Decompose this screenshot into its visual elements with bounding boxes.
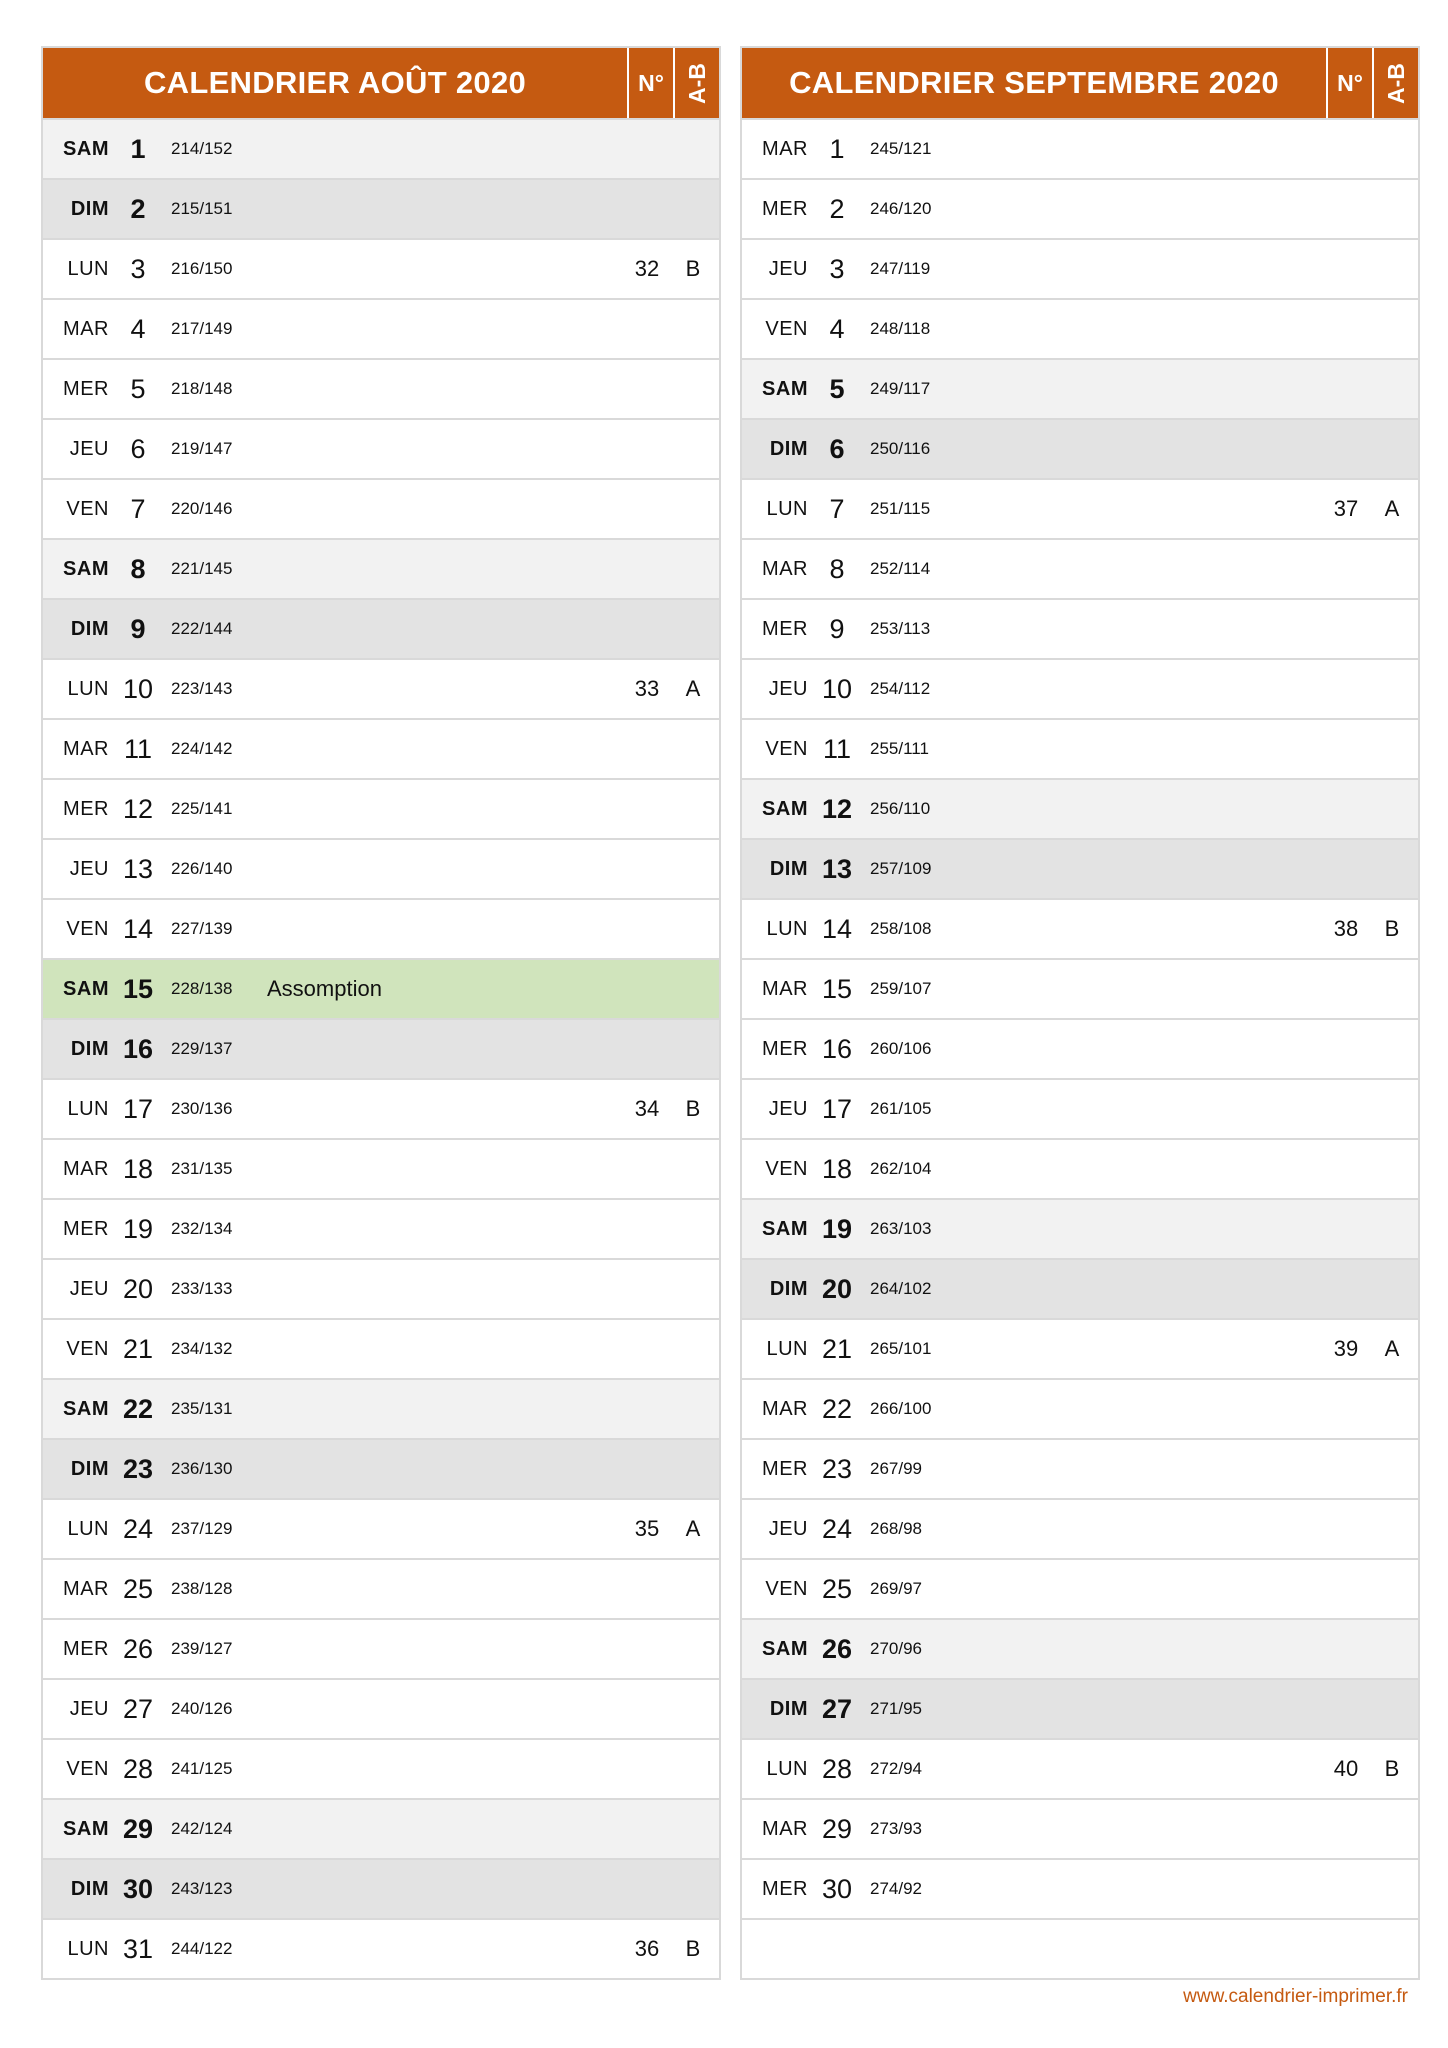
day-row xyxy=(43,1738,719,1798)
empty-row xyxy=(742,1918,1418,1978)
day-number: 11 xyxy=(123,733,153,764)
day-of-week: DIM xyxy=(70,617,109,640)
day-of-week: MAR xyxy=(762,1817,808,1840)
day-of-year: 246/120 xyxy=(870,199,932,218)
ab-header xyxy=(673,48,719,118)
day-number: 14 xyxy=(821,913,853,944)
day-row xyxy=(43,1618,719,1678)
week-number: 37 xyxy=(1333,496,1359,521)
day-of-week: MER xyxy=(762,1877,808,1900)
day-number: 17 xyxy=(122,1093,154,1124)
day-of-year: 244/122 xyxy=(171,1939,233,1958)
day-number: 18 xyxy=(122,1153,154,1184)
day-number: 26 xyxy=(122,1633,154,1664)
day-row xyxy=(43,178,719,238)
day-row xyxy=(43,238,719,298)
day-of-year: 247/119 xyxy=(870,259,931,278)
day-row xyxy=(43,478,719,538)
day-of-week: SAM xyxy=(63,1817,109,1840)
day-of-year: 216/150 xyxy=(171,259,233,278)
week-number: 40 xyxy=(1333,1756,1359,1781)
day-row xyxy=(742,898,1418,958)
day-row xyxy=(742,1258,1418,1318)
day-number: 1 xyxy=(130,133,146,164)
day-row xyxy=(43,1198,719,1258)
day-of-week: DIM xyxy=(769,1277,808,1300)
day-of-year: 261/105 xyxy=(870,1099,932,1118)
day-of-year: 243/123 xyxy=(171,1879,233,1898)
day-of-year: 229/137 xyxy=(171,1039,233,1058)
day-of-week: MER xyxy=(63,797,109,820)
week-number: 34 xyxy=(634,1096,660,1121)
day-number: 15 xyxy=(821,973,853,1004)
day-of-year: 237/129 xyxy=(171,1519,233,1538)
day-row xyxy=(742,1198,1418,1258)
day-row xyxy=(43,778,719,838)
day-row xyxy=(43,358,719,418)
day-of-week: SAM xyxy=(63,557,109,580)
day-of-week: JEU xyxy=(768,257,808,280)
day-number: 18 xyxy=(821,1153,853,1184)
day-of-week: MER xyxy=(762,617,808,640)
day-of-week: MER xyxy=(762,1037,808,1060)
day-number: 3 xyxy=(829,253,845,284)
day-number: 20 xyxy=(122,1273,154,1304)
day-of-year: 255/111 xyxy=(870,739,929,758)
day-of-week: DIM xyxy=(769,437,808,460)
day-number: 7 xyxy=(829,493,845,524)
day-row xyxy=(742,778,1418,838)
day-of-year: 223/143 xyxy=(171,679,233,698)
day-row xyxy=(742,1078,1418,1138)
day-of-week: VEN xyxy=(765,317,808,340)
day-row xyxy=(742,418,1418,478)
day-number: 3 xyxy=(130,253,146,284)
week-number-header: N° xyxy=(627,48,673,118)
day-row xyxy=(742,1738,1418,1798)
day-of-year: 222/144 xyxy=(171,619,233,638)
day-number: 22 xyxy=(122,1393,154,1424)
day-rows xyxy=(43,118,719,1978)
day-of-year: 219/147 xyxy=(171,439,233,458)
day-number: 11 xyxy=(822,733,852,764)
ab-week: B xyxy=(685,1936,701,1961)
day-of-week: SAM xyxy=(762,1637,808,1660)
day-of-year: 225/141 xyxy=(171,799,233,818)
calendar-august xyxy=(41,46,721,1980)
day-row xyxy=(742,1438,1418,1498)
ab-week: B xyxy=(685,256,701,281)
day-of-week: VEN xyxy=(765,1577,808,1600)
day-of-year: 241/125 xyxy=(171,1759,233,1778)
day-of-week: LUN xyxy=(766,497,808,520)
day-of-year: 264/102 xyxy=(870,1279,932,1298)
day-number: 6 xyxy=(130,433,146,464)
day-number: 28 xyxy=(122,1753,154,1784)
day-of-week: SAM xyxy=(762,1217,808,1240)
day-number: 12 xyxy=(122,793,154,824)
day-number: 15 xyxy=(122,973,154,1004)
day-of-year: 240/126 xyxy=(171,1699,233,1718)
day-number: 24 xyxy=(122,1513,154,1544)
day-of-year: 265/101 xyxy=(870,1339,932,1358)
day-row xyxy=(43,958,719,1018)
day-row xyxy=(742,1558,1418,1618)
day-row xyxy=(742,1678,1418,1738)
day-row xyxy=(742,1378,1418,1438)
day-of-week: LUN xyxy=(766,1337,808,1360)
calendar-header xyxy=(742,48,1418,118)
day-row xyxy=(742,478,1418,538)
day-row xyxy=(43,1378,719,1438)
day-of-year: 234/132 xyxy=(171,1339,233,1358)
day-number: 27 xyxy=(821,1693,853,1724)
day-of-year: 269/97 xyxy=(870,1579,922,1598)
day-row xyxy=(742,958,1418,1018)
day-row xyxy=(43,598,719,658)
day-of-year: 235/131 xyxy=(171,1399,233,1418)
day-of-week: DIM xyxy=(769,857,808,880)
day-of-year: 253/113 xyxy=(870,619,931,638)
day-of-week: VEN xyxy=(66,497,109,520)
day-rows xyxy=(742,118,1418,1978)
day-number: 10 xyxy=(821,673,853,704)
day-of-year: 270/96 xyxy=(870,1639,922,1658)
day-of-year: 224/142 xyxy=(171,739,233,758)
day-of-year: 274/92 xyxy=(870,1879,922,1898)
day-of-week: MAR xyxy=(762,557,808,580)
day-row xyxy=(742,598,1418,658)
week-number: 32 xyxy=(634,256,660,281)
day-of-year: 232/134 xyxy=(171,1219,233,1238)
day-of-year: 245/121 xyxy=(870,139,932,158)
day-row xyxy=(742,658,1418,718)
day-of-week: LUN xyxy=(766,917,808,940)
day-row xyxy=(43,1138,719,1198)
day-of-week: JEU xyxy=(768,1097,808,1120)
day-number: 6 xyxy=(829,433,845,464)
day-row xyxy=(742,1798,1418,1858)
day-number: 1 xyxy=(829,133,845,164)
day-row xyxy=(43,298,719,358)
day-of-week: MER xyxy=(63,377,109,400)
day-of-year: 220/146 xyxy=(171,499,233,518)
day-of-week: MAR xyxy=(762,1397,808,1420)
day-row xyxy=(742,1858,1418,1918)
day-row xyxy=(742,1498,1418,1558)
day-row xyxy=(43,1258,719,1318)
week-number: 38 xyxy=(1333,916,1359,941)
day-of-year: 214/152 xyxy=(171,139,233,158)
day-of-year: 273/93 xyxy=(870,1819,922,1838)
day-number: 24 xyxy=(821,1513,853,1544)
day-of-year: 218/148 xyxy=(171,379,233,398)
day-of-week: MAR xyxy=(762,977,808,1000)
day-of-year: 217/149 xyxy=(171,319,233,338)
day-row xyxy=(742,178,1418,238)
day-of-year: 254/112 xyxy=(870,679,931,698)
day-row xyxy=(742,298,1418,358)
day-of-week: JEU xyxy=(69,857,109,880)
day-of-year: 257/109 xyxy=(870,859,932,878)
day-number: 21 xyxy=(821,1333,853,1364)
day-row xyxy=(43,418,719,478)
day-row xyxy=(43,1438,719,1498)
day-of-week: JEU xyxy=(69,1697,109,1720)
ab-week: A xyxy=(1384,496,1400,521)
day-of-year: 227/139 xyxy=(171,919,233,938)
day-row xyxy=(742,838,1418,898)
day-of-year: 268/98 xyxy=(870,1519,922,1538)
day-of-week: JEU xyxy=(768,677,808,700)
day-row xyxy=(43,1678,719,1738)
day-of-week: JEU xyxy=(768,1517,808,1540)
day-of-year: 266/100 xyxy=(870,1399,932,1418)
day-row xyxy=(742,718,1418,778)
day-of-year: 262/104 xyxy=(870,1159,932,1178)
day-of-year: 256/110 xyxy=(870,799,931,818)
day-number: 23 xyxy=(122,1453,154,1484)
day-of-week: DIM xyxy=(70,1457,109,1480)
day-of-year: 242/124 xyxy=(171,1819,233,1838)
day-of-year: 230/136 xyxy=(171,1099,233,1118)
day-of-week: DIM xyxy=(70,1877,109,1900)
week-number: 36 xyxy=(634,1936,660,1961)
day-of-week: LUN xyxy=(67,1097,109,1120)
day-of-year: 239/127 xyxy=(171,1639,233,1658)
day-number: 4 xyxy=(130,313,146,344)
ab-header-label: A-B xyxy=(1382,62,1409,104)
day-of-year: 250/116 xyxy=(870,439,931,458)
ab-week: A xyxy=(685,1516,701,1541)
day-number: 30 xyxy=(821,1873,853,1904)
day-of-week: SAM xyxy=(63,137,109,160)
day-of-year: 263/103 xyxy=(870,1219,932,1238)
day-of-year: 259/107 xyxy=(870,979,932,998)
day-row xyxy=(43,1078,719,1138)
day-number: 13 xyxy=(122,853,154,884)
day-number: 4 xyxy=(829,313,845,344)
day-row xyxy=(43,1798,719,1858)
day-of-week: DIM xyxy=(769,1697,808,1720)
day-row xyxy=(742,358,1418,418)
calendar-september xyxy=(740,46,1420,1980)
day-number: 8 xyxy=(130,553,146,584)
day-number: 16 xyxy=(821,1033,853,1064)
day-of-week: SAM xyxy=(63,977,109,1000)
ab-week: B xyxy=(1384,1756,1400,1781)
day-of-week: MAR xyxy=(63,317,109,340)
day-of-week: JEU xyxy=(69,1277,109,1300)
day-of-week: VEN xyxy=(66,917,109,940)
day-of-week: MER xyxy=(63,1217,109,1240)
day-number: 23 xyxy=(821,1453,853,1484)
day-of-year: 228/138 xyxy=(171,979,233,998)
calendar-title: CALENDRIER AOÛT 2020 xyxy=(143,65,527,100)
day-number: 9 xyxy=(829,613,845,644)
day-row xyxy=(742,118,1418,178)
day-row xyxy=(43,718,719,778)
day-of-year: 233/133 xyxy=(171,1279,233,1298)
day-row xyxy=(742,1318,1418,1378)
ab-header xyxy=(1372,48,1418,118)
day-row xyxy=(43,1498,719,1558)
day-of-year: 226/140 xyxy=(171,859,233,878)
day-number: 13 xyxy=(821,853,853,884)
day-row xyxy=(742,1018,1418,1078)
day-of-week: SAM xyxy=(63,1397,109,1420)
day-number: 30 xyxy=(122,1873,154,1904)
day-of-year: 215/151 xyxy=(171,199,233,218)
week-number: 39 xyxy=(1333,1336,1359,1361)
day-number: 8 xyxy=(829,553,845,584)
footer-url: www.calendrier-imprimer.fr xyxy=(1183,1986,1408,2007)
day-of-year: 231/135 xyxy=(171,1159,233,1178)
day-number: 27 xyxy=(122,1693,154,1724)
day-number: 29 xyxy=(122,1813,154,1844)
day-of-year: 236/130 xyxy=(171,1459,233,1478)
calendar-title: CALENDRIER SEPTEMBRE 2020 xyxy=(789,65,1279,100)
day-of-week: LUN xyxy=(67,677,109,700)
day-of-year: 267/99 xyxy=(870,1459,922,1478)
day-note: Assomption xyxy=(267,976,382,1001)
day-number: 20 xyxy=(821,1273,853,1304)
day-number: 31 xyxy=(122,1933,154,1964)
day-of-week: LUN xyxy=(67,1937,109,1960)
day-number: 2 xyxy=(130,193,146,224)
day-of-year: 249/117 xyxy=(870,379,931,398)
day-number: 9 xyxy=(130,613,146,644)
day-number: 28 xyxy=(821,1753,853,1784)
ab-week: A xyxy=(685,676,701,701)
ab-week: B xyxy=(1384,916,1400,941)
day-row xyxy=(742,238,1418,298)
day-row xyxy=(43,1018,719,1078)
day-of-week: LUN xyxy=(67,257,109,280)
day-of-week: MER xyxy=(762,197,808,220)
day-of-week: DIM xyxy=(70,197,109,220)
ab-week: A xyxy=(1384,1336,1400,1361)
day-of-week: MAR xyxy=(63,737,109,760)
day-of-week: MER xyxy=(63,1637,109,1660)
day-number: 19 xyxy=(122,1213,154,1244)
day-number: 29 xyxy=(821,1813,853,1844)
day-of-week: MER xyxy=(762,1457,808,1480)
day-of-week: MAR xyxy=(63,1577,109,1600)
day-row xyxy=(43,838,719,898)
day-row xyxy=(742,538,1418,598)
day-number: 14 xyxy=(122,913,154,944)
day-of-week: SAM xyxy=(762,377,808,400)
day-number: 5 xyxy=(130,373,146,404)
calendar-header xyxy=(43,48,719,118)
day-of-week: MAR xyxy=(63,1157,109,1180)
day-number: 19 xyxy=(821,1213,853,1244)
day-number: 25 xyxy=(821,1573,853,1604)
day-row xyxy=(43,538,719,598)
day-row xyxy=(43,1318,719,1378)
day-number: 25 xyxy=(122,1573,154,1604)
week-number: 33 xyxy=(634,676,660,701)
day-row xyxy=(742,1138,1418,1198)
day-of-week: MAR xyxy=(762,137,808,160)
day-row xyxy=(43,1858,719,1918)
day-number: 17 xyxy=(821,1093,853,1124)
day-of-week: VEN xyxy=(66,1757,109,1780)
day-of-year: 238/128 xyxy=(171,1579,233,1598)
day-number: 21 xyxy=(122,1333,154,1364)
day-number: 12 xyxy=(821,793,853,824)
day-of-week: JEU xyxy=(69,437,109,460)
day-number: 2 xyxy=(829,193,845,224)
day-of-week: LUN xyxy=(67,1517,109,1540)
day-of-year: 248/118 xyxy=(870,319,931,338)
day-of-year: 272/94 xyxy=(870,1759,922,1778)
day-row xyxy=(43,1918,719,1978)
day-row xyxy=(43,898,719,958)
day-row xyxy=(742,1618,1418,1678)
day-of-year: 258/108 xyxy=(870,919,932,938)
day-row xyxy=(43,118,719,178)
day-of-year: 221/145 xyxy=(171,559,233,578)
day-of-year: 260/106 xyxy=(870,1039,932,1058)
day-row xyxy=(43,1558,719,1618)
week-number-header: N° xyxy=(1326,48,1372,118)
day-of-week: SAM xyxy=(762,797,808,820)
day-number: 10 xyxy=(122,673,154,704)
day-of-year: 251/115 xyxy=(870,499,931,518)
day-of-week: DIM xyxy=(70,1037,109,1060)
day-of-week: VEN xyxy=(66,1337,109,1360)
day-of-week: VEN xyxy=(765,1157,808,1180)
week-number: 35 xyxy=(634,1516,660,1541)
day-number: 16 xyxy=(122,1033,154,1064)
day-of-week: VEN xyxy=(765,737,808,760)
day-number: 22 xyxy=(821,1393,853,1424)
day-of-year: 252/114 xyxy=(870,559,931,578)
day-of-year: 271/95 xyxy=(870,1699,922,1718)
ab-week: B xyxy=(685,1096,701,1121)
day-row xyxy=(43,658,719,718)
day-of-week: LUN xyxy=(766,1757,808,1780)
day-number: 7 xyxy=(130,493,146,524)
ab-header-label: A-B xyxy=(683,62,710,104)
day-number: 5 xyxy=(829,373,845,404)
day-number: 26 xyxy=(821,1633,853,1664)
